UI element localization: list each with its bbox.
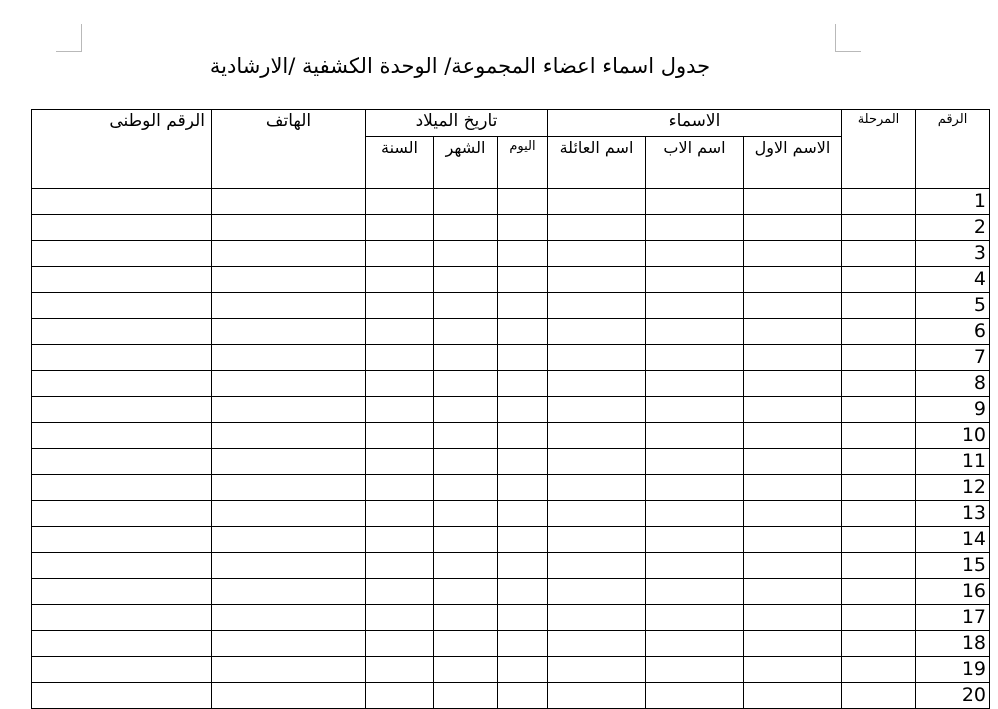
cell-day[interactable]: [498, 215, 548, 241]
cell-father-name[interactable]: [646, 631, 744, 657]
cell-family-name[interactable]: [548, 553, 646, 579]
cell-first-name[interactable]: [744, 293, 842, 319]
cell-day[interactable]: [498, 449, 548, 475]
cell-father-name[interactable]: [646, 579, 744, 605]
cell-national-id[interactable]: [32, 423, 212, 449]
cell-first-name[interactable]: [744, 527, 842, 553]
cell-stage[interactable]: [842, 657, 916, 683]
cell-year[interactable]: [366, 605, 434, 631]
cell-family-name[interactable]: [548, 319, 646, 345]
header-month: الشهر: [434, 137, 498, 189]
cell-day[interactable]: [498, 631, 548, 657]
table-row: [32, 293, 990, 319]
cell-stage[interactable]: [842, 449, 916, 475]
cell-stage[interactable]: [842, 527, 916, 553]
cell-first-name[interactable]: [744, 189, 842, 215]
table-row: [32, 397, 990, 423]
cell-phone[interactable]: [212, 189, 366, 215]
cell-family-name[interactable]: [548, 189, 646, 215]
cell-national-id[interactable]: [32, 657, 212, 683]
cell-number: 11: [916, 449, 990, 475]
cell-year[interactable]: [366, 527, 434, 553]
cell-stage[interactable]: [842, 397, 916, 423]
cell-first-name[interactable]: [744, 241, 842, 267]
cell-day[interactable]: [498, 501, 548, 527]
cell-year[interactable]: [366, 293, 434, 319]
cell-month[interactable]: [434, 293, 498, 319]
cell-first-name[interactable]: [744, 215, 842, 241]
cell-year[interactable]: [366, 319, 434, 345]
cell-day[interactable]: [498, 423, 548, 449]
cell-year[interactable]: [366, 631, 434, 657]
header-stage: المرحلة: [842, 110, 916, 189]
cell-month[interactable]: [434, 267, 498, 293]
cell-month[interactable]: [434, 345, 498, 371]
cell-month[interactable]: [434, 241, 498, 267]
cell-national-id[interactable]: [32, 449, 212, 475]
table-row: [32, 683, 990, 709]
cell-national-id[interactable]: [32, 371, 212, 397]
table-row: [32, 189, 990, 215]
cell-phone[interactable]: [212, 475, 366, 501]
cell-first-name[interactable]: [744, 657, 842, 683]
table-row: [32, 527, 990, 553]
cell-first-name[interactable]: [744, 319, 842, 345]
cell-day[interactable]: [498, 293, 548, 319]
cell-day[interactable]: [498, 683, 548, 709]
cell-father-name[interactable]: [646, 501, 744, 527]
cell-family-name[interactable]: [548, 215, 646, 241]
cell-month[interactable]: [434, 527, 498, 553]
cell-family-name[interactable]: [548, 683, 646, 709]
table-row: [32, 449, 990, 475]
table-row: [32, 371, 990, 397]
table-row: [32, 605, 990, 631]
cell-phone[interactable]: [212, 345, 366, 371]
cell-year[interactable]: [366, 215, 434, 241]
cell-family-name[interactable]: [548, 657, 646, 683]
cell-month[interactable]: [434, 397, 498, 423]
cell-first-name[interactable]: [744, 423, 842, 449]
cell-year[interactable]: [366, 475, 434, 501]
cell-phone[interactable]: [212, 527, 366, 553]
header-national-id: الرقم الوطنى: [32, 110, 212, 189]
cell-national-id[interactable]: [32, 215, 212, 241]
cell-number: 1: [916, 189, 990, 215]
table-row: [32, 579, 990, 605]
header-family-name: اسم العائلة: [548, 137, 646, 189]
cell-month[interactable]: [434, 189, 498, 215]
cell-father-name[interactable]: [646, 267, 744, 293]
corner-mark-left: [56, 24, 82, 52]
cell-number: 8: [916, 371, 990, 397]
cell-first-name[interactable]: [744, 397, 842, 423]
cell-family-name[interactable]: [548, 579, 646, 605]
cell-first-name[interactable]: [744, 579, 842, 605]
cell-day[interactable]: [498, 267, 548, 293]
header-number: الرقم: [916, 110, 990, 189]
cell-number: 9: [916, 397, 990, 423]
cell-phone[interactable]: [212, 241, 366, 267]
cell-father-name[interactable]: [646, 605, 744, 631]
cell-phone[interactable]: [212, 293, 366, 319]
cell-phone[interactable]: [212, 449, 366, 475]
cell-month[interactable]: [434, 657, 498, 683]
cell-family-name[interactable]: [548, 241, 646, 267]
cell-stage[interactable]: [842, 345, 916, 371]
cell-phone[interactable]: [212, 501, 366, 527]
header-phone: الهاتف: [212, 110, 366, 189]
cell-family-name[interactable]: [548, 605, 646, 631]
cell-day[interactable]: [498, 657, 548, 683]
cell-year[interactable]: [366, 189, 434, 215]
header-first-name: الاسم الاول: [744, 137, 842, 189]
cell-year[interactable]: [366, 657, 434, 683]
cell-family-name[interactable]: [548, 475, 646, 501]
cell-day[interactable]: [498, 371, 548, 397]
cell-stage[interactable]: [842, 579, 916, 605]
cell-phone[interactable]: [212, 605, 366, 631]
cell-number: 17: [916, 605, 990, 631]
cell-stage[interactable]: [842, 631, 916, 657]
cell-phone[interactable]: [212, 397, 366, 423]
cell-month[interactable]: [434, 319, 498, 345]
table-row: [32, 501, 990, 527]
cell-national-id[interactable]: [32, 267, 212, 293]
cell-number: 18: [916, 631, 990, 657]
cell-month[interactable]: [434, 423, 498, 449]
cell-stage[interactable]: [842, 215, 916, 241]
cell-first-name[interactable]: [744, 553, 842, 579]
cell-father-name[interactable]: [646, 189, 744, 215]
cell-family-name[interactable]: [548, 267, 646, 293]
cell-national-id[interactable]: [32, 319, 212, 345]
table-row: [32, 345, 990, 371]
cell-national-id[interactable]: [32, 293, 212, 319]
table-row: [32, 631, 990, 657]
cell-first-name[interactable]: [744, 267, 842, 293]
table-row: [32, 553, 990, 579]
table-row: [32, 423, 990, 449]
cell-father-name[interactable]: [646, 215, 744, 241]
cell-number: 5: [916, 293, 990, 319]
cell-phone[interactable]: [212, 579, 366, 605]
cell-number: 12: [916, 475, 990, 501]
cell-year[interactable]: [366, 579, 434, 605]
cell-month[interactable]: [434, 501, 498, 527]
cell-phone[interactable]: [212, 371, 366, 397]
cell-family-name[interactable]: [548, 631, 646, 657]
cell-day[interactable]: [498, 241, 548, 267]
table-row: [32, 241, 990, 267]
cell-father-name[interactable]: [646, 475, 744, 501]
cell-number: 4: [916, 267, 990, 293]
cell-first-name[interactable]: [744, 683, 842, 709]
cell-national-id[interactable]: [32, 631, 212, 657]
cell-day[interactable]: [498, 475, 548, 501]
cell-national-id[interactable]: [32, 241, 212, 267]
cell-phone[interactable]: [212, 215, 366, 241]
cell-phone[interactable]: [212, 683, 366, 709]
cell-stage[interactable]: [842, 475, 916, 501]
cell-stage[interactable]: [842, 423, 916, 449]
cell-phone[interactable]: [212, 267, 366, 293]
cell-father-name[interactable]: [646, 293, 744, 319]
cell-year[interactable]: [366, 501, 434, 527]
table-row: [32, 475, 990, 501]
cell-father-name[interactable]: [646, 683, 744, 709]
cell-family-name[interactable]: [548, 501, 646, 527]
cell-number: 2: [916, 215, 990, 241]
cell-first-name[interactable]: [744, 475, 842, 501]
cell-family-name[interactable]: [548, 449, 646, 475]
cell-stage[interactable]: [842, 319, 916, 345]
cell-phone[interactable]: [212, 423, 366, 449]
header-day: اليوم: [498, 137, 548, 189]
cell-month[interactable]: [434, 579, 498, 605]
cell-number: 6: [916, 319, 990, 345]
cell-stage[interactable]: [842, 293, 916, 319]
cell-stage[interactable]: [842, 371, 916, 397]
cell-phone[interactable]: [212, 631, 366, 657]
cell-father-name[interactable]: [646, 397, 744, 423]
cell-year[interactable]: [366, 553, 434, 579]
cell-family-name[interactable]: [548, 423, 646, 449]
corner-mark-right: [835, 24, 861, 52]
cell-stage[interactable]: [842, 605, 916, 631]
cell-year[interactable]: [366, 345, 434, 371]
cell-national-id[interactable]: [32, 579, 212, 605]
cell-month[interactable]: [434, 631, 498, 657]
header-names: الاسماء: [548, 110, 842, 137]
cell-number: 13: [916, 501, 990, 527]
cell-number: 19: [916, 657, 990, 683]
document-title: جدول اسماء اعضاء المجموعة/ الوحدة الكشفية /الارشادية: [209, 54, 711, 78]
header-birth-date: تاريخ الميلاد: [366, 110, 548, 137]
cell-family-name[interactable]: [548, 371, 646, 397]
cell-first-name[interactable]: [744, 631, 842, 657]
cell-national-id[interactable]: [32, 397, 212, 423]
cell-national-id[interactable]: [32, 553, 212, 579]
cell-month[interactable]: [434, 605, 498, 631]
cell-number: 20: [916, 683, 990, 709]
header-year: السنة: [366, 137, 434, 189]
cell-number: 16: [916, 579, 990, 605]
cell-day[interactable]: [498, 579, 548, 605]
cell-stage[interactable]: [842, 267, 916, 293]
cell-year[interactable]: [366, 683, 434, 709]
table-row: [32, 657, 990, 683]
cell-month[interactable]: [434, 475, 498, 501]
cell-number: 14: [916, 527, 990, 553]
cell-family-name[interactable]: [548, 527, 646, 553]
cell-number: 3: [916, 241, 990, 267]
cell-month[interactable]: [434, 371, 498, 397]
cell-national-id[interactable]: [32, 527, 212, 553]
members-table: [31, 109, 990, 709]
cell-year[interactable]: [366, 241, 434, 267]
cell-day[interactable]: [498, 605, 548, 631]
cell-number: 10: [916, 423, 990, 449]
cell-father-name[interactable]: [646, 345, 744, 371]
cell-month[interactable]: [434, 683, 498, 709]
cell-year[interactable]: [366, 371, 434, 397]
cell-first-name[interactable]: [744, 501, 842, 527]
cell-national-id[interactable]: [32, 605, 212, 631]
cell-day[interactable]: [498, 553, 548, 579]
cell-father-name[interactable]: [646, 371, 744, 397]
cell-father-name[interactable]: [646, 553, 744, 579]
cell-father-name[interactable]: [646, 319, 744, 345]
cell-phone[interactable]: [212, 319, 366, 345]
cell-family-name[interactable]: [548, 397, 646, 423]
table-row: [32, 215, 990, 241]
cell-month[interactable]: [434, 215, 498, 241]
cell-father-name[interactable]: [646, 449, 744, 475]
cell-year[interactable]: [366, 423, 434, 449]
header-father-name: اسم الاب: [646, 137, 744, 189]
cell-day[interactable]: [498, 189, 548, 215]
cell-first-name[interactable]: [744, 605, 842, 631]
cell-day[interactable]: [498, 345, 548, 371]
cell-father-name[interactable]: [646, 527, 744, 553]
cell-first-name[interactable]: [744, 345, 842, 371]
cell-stage[interactable]: [842, 501, 916, 527]
cell-month[interactable]: [434, 449, 498, 475]
cell-first-name[interactable]: [744, 449, 842, 475]
cell-first-name[interactable]: [744, 371, 842, 397]
cell-father-name[interactable]: [646, 241, 744, 267]
cell-year[interactable]: [366, 397, 434, 423]
cell-stage[interactable]: [842, 553, 916, 579]
cell-phone[interactable]: [212, 553, 366, 579]
cell-year[interactable]: [366, 267, 434, 293]
cell-national-id[interactable]: [32, 345, 212, 371]
table-row: [32, 267, 990, 293]
cell-national-id[interactable]: [32, 475, 212, 501]
cell-family-name[interactable]: [548, 293, 646, 319]
cell-family-name[interactable]: [548, 345, 646, 371]
cell-month[interactable]: [434, 553, 498, 579]
cell-number: 7: [916, 345, 990, 371]
cell-father-name[interactable]: [646, 423, 744, 449]
cell-day[interactable]: [498, 397, 548, 423]
cell-stage[interactable]: [842, 189, 916, 215]
cell-national-id[interactable]: [32, 501, 212, 527]
cell-phone[interactable]: [212, 657, 366, 683]
cell-day[interactable]: [498, 319, 548, 345]
cell-stage[interactable]: [842, 241, 916, 267]
cell-father-name[interactable]: [646, 657, 744, 683]
table-row: [32, 319, 990, 345]
cell-year[interactable]: [366, 449, 434, 475]
cell-national-id[interactable]: [32, 189, 212, 215]
cell-day[interactable]: [498, 527, 548, 553]
cell-number: 15: [916, 553, 990, 579]
cell-stage[interactable]: [842, 683, 916, 709]
cell-national-id[interactable]: [32, 683, 212, 709]
